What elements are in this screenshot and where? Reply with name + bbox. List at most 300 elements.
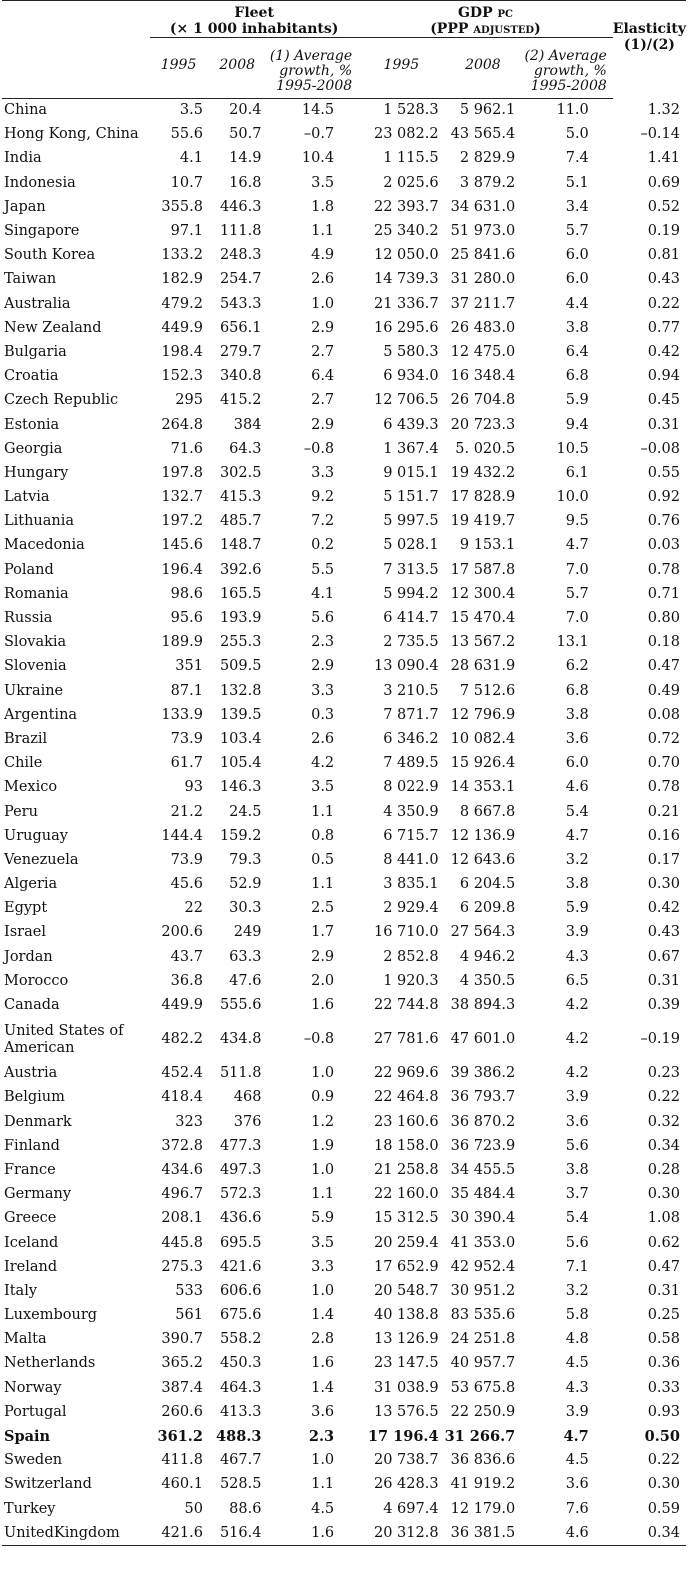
fleet-1995-cell: 200.6 [161,924,203,941]
fleet-1995-cell: 55.6 [170,126,203,143]
fleet-2008-cell: 47.6 [229,972,262,989]
fleet-1995-cell: 365.2 [161,1355,203,1372]
table-row [2,1376,686,1400]
gdp-growth-cell: 5.8 [565,1307,589,1324]
gdp-growth-cell: 3.4 [565,198,589,215]
gdp-growth-cell: 6.8 [565,368,589,385]
country-name-cell: Portugal [4,1403,67,1420]
gdp-growth-cell: 3.8 [565,876,589,893]
gdp-2008-cell: 6 204.5 [459,876,516,893]
gdp-1995-cell: 27 781.6 [374,1031,439,1048]
country-name-cell: Chile [4,755,43,772]
fleet-2008-cell: 415.2 [219,392,262,409]
country-name-cell: Denmark [4,1113,72,1130]
fleet-2008-cell: 467.7 [219,1452,262,1469]
fleet-2008-cell: 477.3 [219,1137,262,1154]
fleet-subtitle: (× 1 000 inhabitants) [169,21,339,37]
gdp-growth-cell: 3.2 [565,1282,589,1299]
gdp-growth-cell: 4.7 [563,1428,589,1446]
gdp-2008-cell: 42 952.4 [450,1258,516,1275]
fleet-2008-cell: 340.8 [219,368,262,385]
fleet-2008-cell: 450.3 [219,1355,262,1372]
gdp-1995-cell: 23 082.2 [374,126,439,143]
fleet-growth-cell: 0.5 [311,851,335,868]
table-row [2,413,686,437]
table-row [2,1400,686,1424]
gdp-2008-cell: 37 211.7 [450,295,516,312]
gdp-1995-cell: 21 258.8 [374,1161,439,1178]
elasticity-cell: 0.16 [647,827,680,844]
gdp-growth-cell: 6.5 [565,972,589,989]
gdp-2008-cell: 36 381.5 [445,1521,522,1546]
elasticity-cell: 0.49 [647,682,680,699]
table-row [2,486,686,510]
table-row [2,1110,686,1134]
country-name-cell: Peru [4,803,38,820]
elasticity-cell: 0.31 [647,416,680,433]
fleet-growth-cell: 14.5 [301,102,335,119]
table-row [2,1183,686,1207]
elasticity-cell: 1.41 [647,150,680,167]
fleet-1995-cell: 97.1 [170,223,203,240]
elasticity-cell: 0.77 [647,319,680,336]
gdp-growth-cell: 6.4 [565,343,589,360]
elasticity-header [613,21,686,98]
fleet-growth-cell: 3.5 [311,779,335,796]
gdp-1995-cell: 1 920.3 [383,972,439,989]
fleet-growth-cell: 3.3 [311,1258,335,1275]
country-name-cell: Slovakia [4,634,67,651]
fleet-1995-cell: 95.6 [170,610,203,627]
elasticity-cell: 0.25 [647,1307,680,1324]
fleet-1995-cell: 452.4 [161,1065,203,1082]
gdp-growth-cell: 6.8 [565,682,589,699]
gdp-1995-cell: 25 340.2 [374,223,439,240]
fleet-2008-cell: 421.6 [219,1258,262,1275]
table-row [2,873,686,897]
fleet-1995-cell: 482.2 [161,1031,203,1048]
fleet-1995-cell: 260.6 [161,1403,203,1420]
gdp-growth-cell: 3.9 [565,924,589,941]
country-name-cell: Jordan [4,948,53,965]
gdp-2008-cell: 4 350.5 [459,972,516,989]
gdp-1995-cell: 20 548.7 [374,1282,439,1299]
fleet-2008-cell: 248.3 [219,247,262,264]
fleet-growth-cell: 5.5 [311,561,335,578]
country-name-cell: Hong Kong, China [4,126,139,143]
fleet-1995-cell: 22 [184,900,203,917]
fleet-2008-cell: 103.4 [219,730,262,747]
gdp-2008-cell: 19 419.7 [450,513,516,530]
table-row [2,1352,686,1376]
gdp-2008-cell: 28 631.9 [450,658,516,675]
elasticity-cell: 0.22 [647,295,680,312]
country-name-cell: China [4,102,48,119]
country-name-cell: India [4,150,42,167]
gdp-2008-cell: 16 348.4 [450,368,516,385]
gdp-growth-cell: 7.6 [565,1500,589,1517]
fleet-growth-cell: 7.2 [311,513,335,530]
fleet-2008-cell: 64.3 [229,440,262,457]
gdp-growth-cell: 6.1 [565,464,589,481]
elasticity-cell: 0.31 [647,972,680,989]
fleet-2008-cell: 146.3 [219,779,262,796]
table-row [2,1304,686,1328]
elasticity-cell: 0.03 [647,537,680,554]
country-name-cell: Singapore [4,223,80,240]
gdp-1995-cell: 5 994.2 [383,585,439,602]
fleet-2008-cell: 528.5 [219,1476,262,1493]
country-name-cell: Turkey [4,1500,56,1517]
fleet-2008-cell: 392.6 [219,561,262,578]
gdp-2008-cell: 4 946.2 [459,948,516,965]
fleet-1995-cell: 4.1 [179,150,203,167]
gdp-2008-cell: 12 300.4 [450,585,516,602]
fleet-growth-cell: 1.2 [311,1113,335,1130]
gdp-1995-cell: 5 028.1 [383,537,439,554]
fleet-2008-cell: 415.3 [219,489,262,506]
gdp-1995-cell: 6 934.0 [383,368,439,385]
fleet-growth-cell: 1.6 [267,1521,358,1546]
country-name-cell: Luxembourg [4,1307,98,1324]
table-row [2,365,686,389]
gdp-1995-cell: 31 038.9 [374,1379,439,1396]
fleet-growth-cell: 1.1 [311,223,335,240]
fleet-growth-cell: 3.5 [311,1234,335,1251]
fleet-1995-cell: 449.9 [161,319,203,336]
fleet-growth-cell: 1.0 [311,1065,335,1082]
fleet-growth-cell: 1.0 [311,1161,335,1178]
fleet-2008-cell: 511.8 [219,1065,262,1082]
country-name-cell: France [4,1161,56,1178]
fleet-growth-cell: 2.8 [311,1331,335,1348]
elasticity-cell: 0.69 [647,174,680,191]
gdp-2008-cell: 15 926.4 [450,755,516,772]
gdp-growth-cell: 3.8 [565,706,589,723]
gdp-2008-cell: 34 631.0 [450,198,516,215]
elasticity-cell: 0.32 [647,1113,680,1130]
table-row [2,1424,686,1448]
fleet-growth-cell: 2.0 [311,972,335,989]
fleet-growth-line1: (1) Average [269,47,353,64]
gdp-1995-cell: 40 138.8 [374,1307,439,1324]
gdp-growth-cell: 4.3 [565,948,589,965]
fleet-growth-cell: 9.2 [311,489,335,506]
fleet-1995-cell: 132.7 [161,489,203,506]
fleet-2008-cell: 516.4 [207,1521,268,1546]
fleet-1995-cell: 460.1 [161,1476,203,1493]
fleet-1995-cell: 61.7 [170,755,203,772]
elasticity-cell: 0.72 [647,730,680,747]
fleet-2008-cell: 488.3 [216,1428,262,1446]
table-row [2,1158,686,1182]
table-row [2,1062,686,1086]
gdp-growth-cell: 7.4 [565,150,589,167]
gdp-growth-cell: 5.9 [565,392,589,409]
gdp-2008-cell: 20 723.3 [450,416,516,433]
fleet-2008-cell: 279.7 [219,343,262,360]
gdp-1995-cell: 2 852.8 [383,948,439,965]
country-name-cell: Bulgaria [4,343,67,360]
table-row [2,631,686,655]
gdp-1995-cell: 2 025.6 [383,174,439,191]
gdp-2008-cell: 39 386.2 [450,1065,516,1082]
fleet-2008-cell: 148.7 [219,537,262,554]
fleet-growth-cell: 1.4 [311,1379,335,1396]
fleet-growth-cell: 1.1 [311,1476,335,1493]
country-name-cell: Canada [4,997,60,1014]
fleet-growth-cell: 2.3 [308,1428,335,1446]
elasticity-cell: –0.08 [640,440,680,457]
fleet-1995-cell: 45.6 [170,876,203,893]
gdp-1995-cell: 13 126.9 [374,1331,439,1348]
elasticity-cell: 0.47 [647,658,680,675]
elasticity-cell: 0.78 [647,779,680,796]
gdp-1995-cell: 23 147.5 [374,1355,439,1372]
fleet-2008-cell: 485.7 [219,513,262,530]
fleet-growth-line3: 1995-2008 [276,77,353,94]
gdp-2008-cell: 12 475.0 [450,343,516,360]
gdp-1995-cell: 4 697.4 [383,1500,439,1517]
fleet-growth-cell: 2.5 [311,900,335,917]
gdp-1995-cell: 9 015.1 [383,464,439,481]
table-row [2,437,686,461]
gdp-subtitle: (PPP adjusted) [430,21,541,37]
fleet-2008-cell: 159.2 [219,827,262,844]
fleet-1995-cell: 411.8 [161,1452,203,1469]
table-row [2,510,686,534]
table-row [2,897,686,921]
gdp-2008-cell: 38 894.3 [450,997,516,1014]
country-name-cell: Finland [4,1137,60,1154]
gdp-2008-cell: 13 567.2 [450,634,516,651]
gdp-1995-cell: 23 160.6 [374,1113,439,1130]
elasticity-cell: 0.93 [647,1403,680,1420]
fleet-1995-cell: 208.1 [161,1210,203,1227]
fleet-1995-cell: 434.6 [161,1161,203,1178]
gdp-2008-cell: 41 919.2 [450,1476,516,1493]
fleet-2008-cell: 468 [233,1089,262,1106]
fleet-growth-cell: 1.1 [311,876,335,893]
fleet-growth-cell: 2.6 [311,730,335,747]
country-name-cell: Croatia [4,368,59,385]
fleet-subtitle-cell [150,21,358,38]
fleet-growth-cell: 2.9 [311,319,335,336]
country-name-cell: Taiwan [4,271,57,288]
gdp-growth-cell: 3.8 [565,319,589,336]
elasticity-cell: 0.30 [647,876,680,893]
gdp-1995-cell: 22 160.0 [374,1186,439,1203]
elasticity-sub: (1)/(2) [623,37,675,53]
country-name-cell: Poland [4,561,54,578]
elasticity-cell: 0.19 [647,223,680,240]
table-row [2,244,686,268]
gdp-growth-cell: 5.0 [565,126,589,143]
header-stub [2,1,150,22]
fleet-1995-cell: 189.9 [161,634,203,651]
table-row [2,582,686,606]
country-name-cell: Netherlands [4,1355,96,1372]
fleet-2008-cell: 695.5 [219,1234,262,1251]
fleet-growth-cell: 2.9 [311,416,335,433]
country-name-cell: Hungary [4,464,69,481]
fleet-2008-header: 2008 [207,38,268,99]
fleet-2008-cell: 24.5 [229,803,262,820]
gdp-1995-cell: 7 489.5 [383,755,439,772]
fleet-growth-cell: 1.4 [311,1307,335,1324]
fleet-2008-cell: 434.8 [219,1031,262,1048]
fleet-1995-cell: 93 [184,779,203,796]
fleet-1995-cell: 198.4 [161,343,203,360]
elasticity-cell: 0.42 [647,343,680,360]
gdp-growth-cell: 3.6 [565,1476,589,1493]
country-name-cell: Norway [4,1379,62,1396]
fleet-growth-cell: 2.3 [311,634,335,651]
gdp-growth-cell: 6.0 [565,755,589,772]
fleet-growth-cell: 1.6 [311,997,335,1014]
gdp-2008-cell: 40 957.7 [450,1355,516,1372]
country-name-cell: Indonesia [4,174,76,191]
fleet-gdp-table [2,0,686,1546]
fleet-1995-cell: 295 [175,392,203,409]
elasticity-cell: 0.50 [644,1428,680,1446]
gdp-1995-cell: 6 439.3 [383,416,439,433]
gdp-2008-cell: 5 962.1 [459,102,516,119]
country-name-cell: Lithuania [4,513,75,530]
fleet-1995-cell: 533 [175,1282,203,1299]
fleet-2008-cell: 656.1 [219,319,262,336]
table-row [2,340,686,364]
gdp-1995-cell: 13 090.4 [374,658,439,675]
gdp-growth-cell: 4.6 [565,779,589,796]
gdp-2008-cell: 36 870.2 [450,1113,516,1130]
gdp-growth-cell: 4.4 [565,295,589,312]
gdp-2008-cell: 83 535.6 [450,1307,516,1324]
gdp-1995-cell: 16 710.0 [374,924,439,941]
gdp-1995-cell: 12 706.5 [374,392,439,409]
gdp-1995-cell: 7 313.5 [383,561,439,578]
fleet-growth-cell: 2.7 [311,343,335,360]
elasticity-cell: –0.19 [640,1031,680,1048]
gdp-2008-cell: 27 564.3 [450,924,516,941]
gdp-2008-cell: 8 667.8 [459,803,516,820]
gdp-growth-cell: 3.8 [565,1161,589,1178]
gdp-growth-cell: 4.2 [565,997,589,1014]
gdp-1995-cell: 8 022.9 [383,779,439,796]
country-name-cell: Romania [4,585,69,602]
elasticity-cell: 0.94 [647,368,680,385]
fleet-2008-cell: 446.3 [219,198,262,215]
fleet-1995-cell: 71.6 [170,440,203,457]
fleet-1995-cell: 182.9 [161,271,203,288]
fleet-2008-cell: 558.2 [219,1331,262,1348]
gdp-growth-cell: 11.0 [556,102,589,119]
gdp-1995-cell: 1 528.3 [383,102,439,119]
gdp-2008-cell: 53 675.8 [450,1379,516,1396]
gdp-growth-cell: 5.4 [565,1210,589,1227]
fleet-2008-cell: 88.6 [229,1500,262,1517]
table-row [2,1255,686,1279]
elasticity-cell: 0.34 [613,1521,686,1546]
gdp-2008-cell: 9 153.1 [459,537,516,554]
fleet-growth-line2: growth, % [279,62,353,79]
table-row [2,1279,686,1303]
country-name-cell: Slovenia [4,658,67,675]
country-name-cell: Egypt [4,900,48,917]
gdp-growth-cell: 7.0 [565,561,589,578]
gdp-growth-cell: 5.4 [565,803,589,820]
table-row [2,921,686,945]
fleet-2008-cell: 302.5 [219,464,262,481]
table-row [2,824,686,848]
elasticity-cell: 0.22 [647,1452,680,1469]
table-row [2,1473,686,1497]
gdp-growth-cell: 4.7 [565,537,589,554]
elasticity-cell: 0.59 [647,1500,680,1517]
country-name-cell: UnitedKingdom [2,1521,150,1546]
fleet-1995-cell: 275.3 [161,1258,203,1275]
table-row [2,534,686,558]
fleet-2008-cell: 254.7 [219,271,262,288]
gdp-2008-cell: 26 704.8 [450,392,516,409]
fleet-1995-cell: 418.4 [161,1089,203,1106]
gdp-growth-cell: 3.7 [565,1186,589,1203]
fleet-1995-cell: 421.6 [150,1521,207,1546]
country-name-cell: Greece [4,1210,57,1227]
country-name-cell: New Zealand [4,319,102,336]
gdp-1995-cell: 8 441.0 [383,851,439,868]
gdp-growth-cell: 3.9 [565,1403,589,1420]
fleet-1995-cell: 196.4 [161,561,203,578]
fleet-2008-cell: 50.7 [229,126,262,143]
country-name-cell: Brazil [4,730,48,747]
country-name-cell: Uruguay [4,827,68,844]
gdp-1995-cell: 5 997.5 [383,513,439,530]
table-row [2,1231,686,1255]
fleet-growth-cell: 0.8 [311,827,335,844]
fleet-2008-cell: 30.3 [229,900,262,917]
gdp-growth-cell: 4.6 [521,1521,613,1546]
elasticity-cell: 0.76 [647,513,680,530]
fleet-growth-cell: 4.2 [311,755,335,772]
gdp-growth-cell: 5.9 [565,900,589,917]
gdp-2008-cell: 35 484.4 [450,1186,516,1203]
country-name-cell: Algeria [4,876,58,893]
fleet-2008-cell: 543.3 [219,295,262,312]
gdp-growth-line2: growth, % [533,62,607,79]
fleet-growth-cell: 5.9 [311,1210,335,1227]
fleet-1995-cell: 73.9 [170,851,203,868]
fleet-1995-cell: 561 [175,1307,203,1324]
country-name-cell: Austria [4,1065,58,1082]
gdp-1995-cell: 5 151.7 [383,489,439,506]
country-name-cell: Mexico [4,779,58,796]
elasticity-cell: 0.55 [647,464,680,481]
fleet-1995-cell: 133.9 [161,706,203,723]
gdp-growth-cell: 4.2 [565,1065,589,1082]
fleet-1995-header: 1995 [150,38,207,99]
gdp-growth-cell: 3.9 [565,1089,589,1106]
gdp-1995-cell: 20 312.8 [358,1521,444,1546]
gdp-2008-cell: 30 951.2 [450,1282,516,1299]
country-name-cell: Italy [4,1282,38,1299]
gdp-2008-cell: 22 250.9 [450,1403,516,1420]
fleet-2008-cell: 436.6 [219,1210,262,1227]
gdp-growth-header [521,38,613,99]
country-name-cell: Switzerland [4,1476,92,1493]
elasticity-cell: 0.71 [647,585,680,602]
elasticity-cell: 0.23 [647,1065,680,1082]
